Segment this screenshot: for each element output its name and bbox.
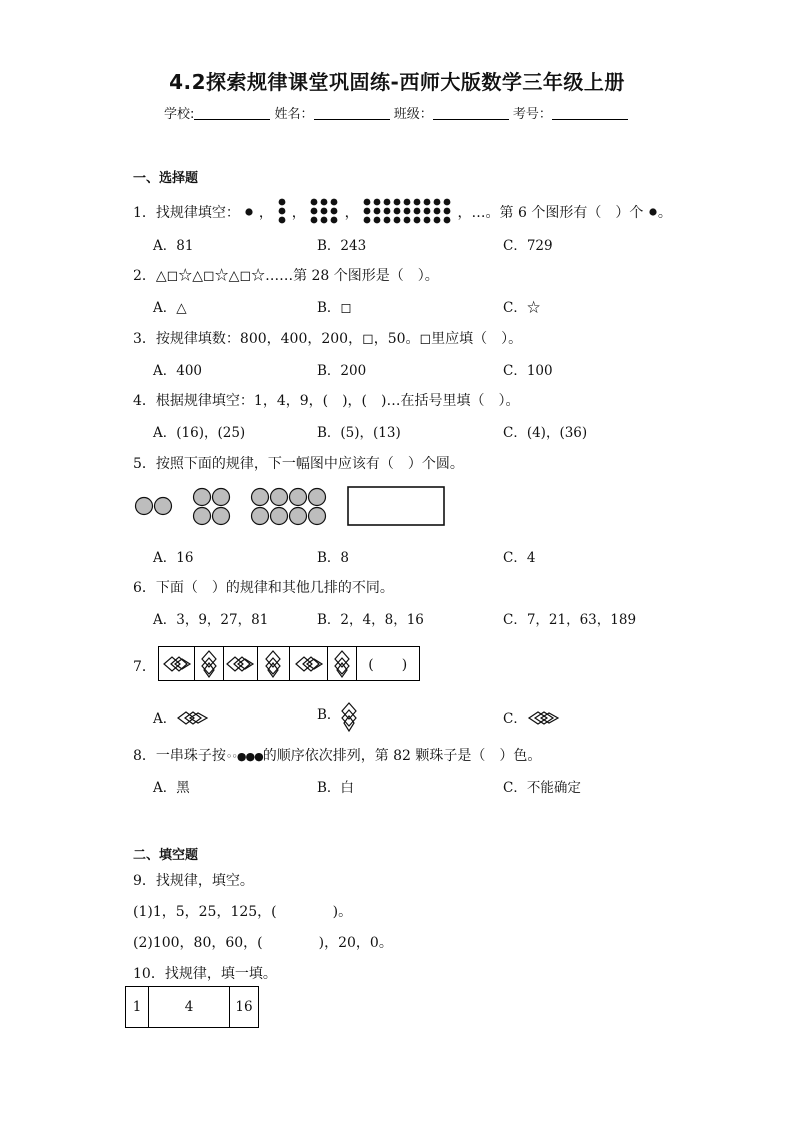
class-label: 班级： — [393, 107, 433, 122]
horizontal-diamonds-icon — [225, 653, 255, 675]
table-row — [126, 987, 259, 1028]
question-8 — [133, 745, 541, 765]
horizontal-diamonds-icon — [294, 653, 324, 675]
q7-option-b-label: B． — [317, 707, 341, 723]
table-cell: 4 — [149, 987, 230, 1028]
q4-option-a[interactable]: A．(16)，(25) — [153, 425, 246, 441]
dot — [444, 208, 451, 215]
q3-option-c[interactable]: C．100 — [503, 363, 553, 379]
question-9: 9．找规律，填空。 — [133, 873, 254, 889]
circle — [290, 489, 307, 506]
school-label: 学校: — [164, 107, 195, 122]
q1-stem-tail: ，…。第 6 个图形有（ ）个 — [457, 205, 644, 221]
circle — [213, 489, 230, 506]
q1-end: 。 — [657, 205, 672, 221]
number-blank[interactable] — [552, 106, 628, 120]
dot — [374, 199, 381, 206]
dot — [444, 199, 451, 206]
circle — [252, 489, 269, 506]
section-choice-heading: 一、选择题 — [133, 171, 199, 186]
q6-option-c[interactable]: C．7，21，63，189 — [503, 612, 637, 628]
dot — [404, 199, 411, 206]
question-3: 3．按规律填数：800，400，200，◻，50。◻里应填（ ）。 — [133, 331, 523, 347]
q5-circle-pattern-figure — [134, 486, 454, 530]
q8-stem: 8．一串珠子按 — [133, 748, 226, 764]
class-blank[interactable] — [433, 106, 509, 120]
question-7-number: 7． — [133, 659, 156, 675]
q7-option-a[interactable] — [153, 707, 210, 727]
table-cell: 16 — [230, 987, 259, 1028]
vertical-diamonds-icon — [340, 701, 358, 733]
dot — [404, 208, 411, 215]
q1-dot-icon — [648, 207, 658, 217]
circle — [309, 489, 326, 506]
question-4: 4．根据规律填空：1，4，9，( )，( )…在括号里填（ ）。 — [133, 393, 520, 409]
q1-comma: ， — [258, 205, 273, 221]
q7-cell — [224, 647, 258, 680]
question-2: 2．△◻☆△◻☆△◻☆……第 28 个图形是（ ）。 — [133, 268, 439, 284]
vertical-diamonds-icon — [200, 649, 218, 679]
circle — [309, 508, 326, 525]
table-cell: 1 — [126, 987, 149, 1028]
name-label: 姓名： — [274, 107, 314, 122]
circle — [194, 489, 211, 506]
q2-option-c[interactable]: C．☆ — [503, 300, 541, 316]
dot — [414, 217, 421, 224]
q4-option-b[interactable]: B．(5)，(13) — [317, 425, 401, 441]
q3-option-b[interactable]: B．200 — [317, 363, 367, 379]
q9-line-2[interactable]: (2)100，80，60，( )，20，0。 — [133, 935, 393, 951]
q1-dot-pattern-27 — [363, 198, 453, 226]
q1-stem: 1．找规律填空： — [133, 205, 240, 221]
dot — [394, 208, 401, 215]
q7-cell — [328, 647, 356, 680]
school-blank[interactable] — [194, 106, 270, 120]
vertical-diamonds-icon — [333, 649, 351, 679]
name-blank[interactable] — [314, 106, 390, 120]
horizontal-diamonds-icon — [162, 653, 192, 675]
q7-option-c-label: C． — [503, 711, 527, 727]
dot — [424, 217, 431, 224]
dot — [444, 217, 451, 224]
q1-option-c[interactable]: C．729 — [503, 238, 553, 254]
q5-option-a[interactable]: A．16 — [153, 550, 194, 566]
horizontal-diamonds-icon — [527, 710, 561, 726]
dot — [394, 217, 401, 224]
q7-answer-blank[interactable]: ( ) — [368, 656, 408, 673]
circle — [136, 498, 153, 515]
circle — [194, 508, 211, 525]
q7-option-a-label: A． — [153, 711, 177, 727]
dot — [414, 208, 421, 215]
student-info-line — [164, 103, 628, 122]
q7-cell — [195, 647, 223, 680]
circle — [271, 489, 288, 506]
circle — [290, 508, 307, 525]
dot — [434, 199, 441, 206]
q8-option-c[interactable]: C．不能确定 — [503, 780, 581, 796]
dot — [384, 199, 391, 206]
dot — [374, 208, 381, 215]
q7-option-c[interactable] — [503, 707, 561, 727]
question-10: 10．找规律，填一填。 — [133, 966, 277, 982]
dot — [424, 199, 431, 206]
page-title: 4.2探索规律课堂巩固练-西师大版数学三年级上册 — [169, 70, 625, 94]
dot — [434, 217, 441, 224]
dot — [434, 208, 441, 215]
question-6: 6．下面（ ）的规律和其他几排的不同。 — [133, 580, 394, 596]
q6-option-b[interactable]: B．2，4，8，16 — [317, 612, 424, 628]
dot — [404, 217, 411, 224]
dot — [394, 199, 401, 206]
circle — [252, 508, 269, 525]
q7-cell — [159, 647, 195, 680]
q10-number-table — [125, 986, 259, 1028]
dot — [364, 199, 371, 206]
q6-option-a[interactable]: A．3，9，27，81 — [153, 612, 269, 628]
number-label: 考号： — [512, 107, 552, 122]
vertical-diamonds-icon — [264, 649, 282, 679]
dot — [384, 217, 391, 224]
q8-stem-tail: 的顺序依次排列，第 82 颗珠子是（ ）色。 — [262, 748, 542, 764]
q7-cell — [258, 647, 290, 680]
dot — [364, 217, 371, 224]
q1-comma: ， — [291, 205, 306, 221]
q5-option-b[interactable]: B．8 — [317, 550, 350, 566]
dot — [374, 217, 381, 224]
q2-option-a[interactable]: A．△ — [153, 300, 187, 316]
q1-dot-pattern-9 — [310, 198, 340, 226]
q7-cell — [290, 647, 328, 680]
q3-option-a[interactable]: A．400 — [153, 363, 203, 379]
q4-option-c[interactable]: C．(4)，(36) — [503, 425, 588, 441]
dot — [384, 208, 391, 215]
q8-bead-pattern: ◦◦●●● — [225, 750, 263, 763]
circle — [155, 498, 172, 515]
question-1 — [133, 198, 672, 226]
q1-comma: ， — [344, 205, 359, 221]
q5-empty-answer-box[interactable] — [348, 487, 444, 525]
dot — [364, 208, 371, 215]
q7-sequence-strip — [158, 646, 420, 681]
q5-option-c[interactable]: C．4 — [503, 550, 536, 566]
dot — [424, 208, 431, 215]
q1-dot-pattern-3 — [277, 198, 287, 226]
circle — [271, 508, 288, 525]
circle — [213, 508, 230, 525]
q1-dot-pattern-1 — [244, 207, 254, 217]
q8-option-b[interactable]: B．白 — [317, 780, 354, 796]
q9-line-1[interactable]: (1)1，5，25，125，( )。 — [133, 904, 353, 920]
q7-option-b[interactable] — [317, 701, 358, 733]
dot — [414, 199, 421, 206]
q8-option-a[interactable]: A．黑 — [153, 780, 190, 796]
q1-option-a[interactable]: A．81 — [153, 238, 194, 254]
q1-option-b[interactable]: B．243 — [317, 238, 367, 254]
horizontal-diamonds-icon — [176, 710, 210, 726]
section-fill-heading: 二、填空题 — [133, 848, 199, 863]
q2-option-b[interactable]: B．◻ — [317, 300, 352, 316]
question-5: 5．按照下面的规律，下一幅图中应该有（ ）个圆。 — [133, 456, 464, 472]
